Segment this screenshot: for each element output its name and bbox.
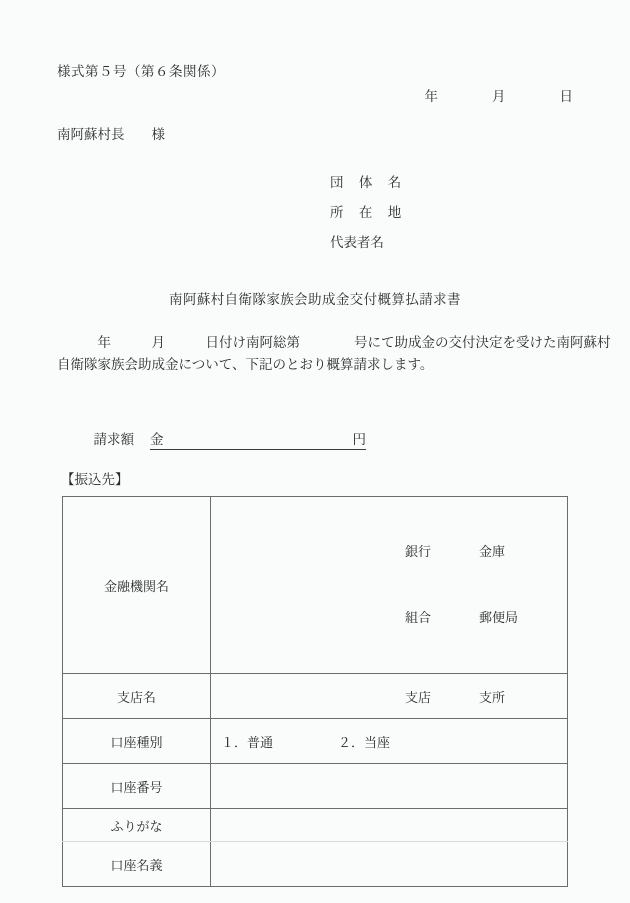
- form-number-header: 様式第５号（第６条関係）: [57, 64, 225, 79]
- amount-label: 請求額: [93, 432, 134, 447]
- representative-name-label: 代表者名: [330, 235, 384, 250]
- label-account-type: 口座種別: [63, 719, 211, 764]
- label-branch-name: 支店名: [63, 674, 211, 719]
- field-account-number[interactable]: [211, 764, 568, 809]
- label-financial-institution-name: 金融機関名: [63, 497, 211, 674]
- field-account-name-kana[interactable]: [211, 809, 568, 842]
- applicant-block: [0, 168, 630, 258]
- field-account-type-options[interactable]: １．普通 ２．当座: [211, 719, 568, 764]
- suffix-post-office: 郵便局: [479, 610, 519, 625]
- amount-currency-prefix: 金: [150, 432, 164, 447]
- amount-line: [80, 412, 366, 466]
- body-paragraph: [57, 332, 611, 376]
- table-row-account-name-kana: [63, 809, 568, 842]
- bank-section-heading: 【振込先】: [61, 472, 129, 487]
- date-line: 年 月 日: [424, 89, 573, 104]
- field-branch-name[interactable]: [211, 674, 568, 719]
- suffix-credit-union: 金庫: [479, 544, 506, 559]
- financial-institution-suffix-line-1: [221, 541, 553, 563]
- suffix-branch: 支店: [405, 689, 432, 705]
- body-paragraph-line-2: 自衛隊家族会助成金について、下記のとおり概算請求します。: [57, 357, 434, 372]
- field-account-holder-name[interactable]: [211, 842, 568, 887]
- suffix-cooperative: 組合: [405, 610, 432, 625]
- table-row-account-holder: [63, 842, 568, 887]
- table-row-account-type: [63, 719, 568, 764]
- suffix-bank: 銀行: [405, 544, 432, 559]
- body-paragraph-line-1: 年 月 日付け南阿総第 号にて助成金の交付決定を受けた南阿蘇村: [57, 335, 611, 350]
- table-row-branch-name: [63, 674, 568, 719]
- addressee-line: 南阿蘇村長 様: [57, 127, 165, 142]
- suffix-sub-branch: 支所: [479, 689, 506, 705]
- document-title: 南阿蘇村自衛隊家族会助成金交付概算払請求書: [169, 292, 461, 307]
- organization-name-label: 団 体 名: [330, 175, 408, 190]
- amount-entry-field[interactable]: [150, 428, 366, 450]
- table-row-financial-institution: [63, 497, 568, 674]
- label-account-name-kana: ふりがな: [63, 809, 211, 842]
- amount-currency-suffix: 円: [352, 432, 366, 447]
- amount-blank-space: [164, 432, 353, 447]
- branch-name-suffixes: [221, 687, 557, 706]
- label-account-number: 口座番号: [63, 764, 211, 809]
- bank-details-table: [62, 496, 568, 887]
- table-row-account-number: [63, 764, 568, 809]
- field-financial-institution-name[interactable]: [211, 497, 568, 674]
- label-account-holder-name: 口座名義: [63, 842, 211, 887]
- financial-institution-suffixes: [221, 497, 557, 673]
- financial-institution-suffix-line-2: [221, 607, 553, 629]
- address-label: 所 在 地: [330, 205, 408, 220]
